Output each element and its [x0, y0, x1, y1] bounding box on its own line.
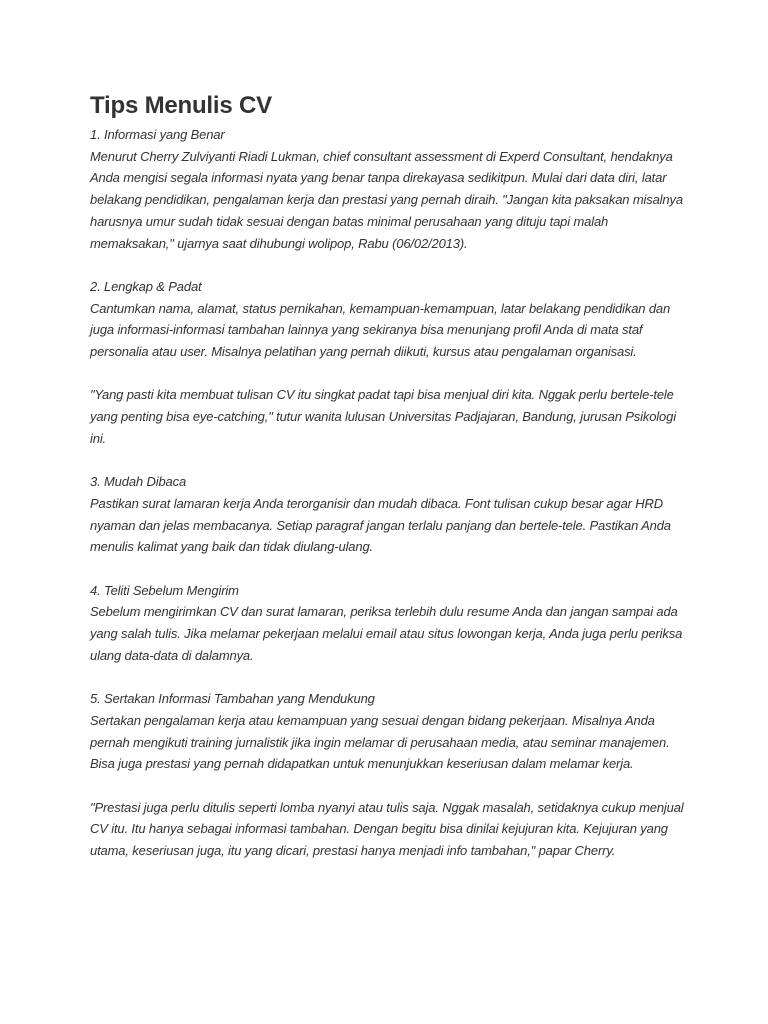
- document-title: Tips Menulis CV: [90, 92, 272, 119]
- section-paragraph: Sebelum mengirimkan CV dan surat lamaran, periksa terlebih dulu resume Anda dan jangan sampai ada yang salah tulis. Jika melamar pekerjaan melalui email atau situs lowongan kerja, Anda juga perlu periksa ulang data-data di dalamnya.: [90, 604, 683, 663]
- paragraph-spacer: [90, 667, 690, 689]
- section-informasi-yang-benar: [90, 124, 690, 254]
- paragraph-spacer: [90, 558, 690, 580]
- section-informasi-tambahan: [90, 688, 690, 862]
- section-heading: 5. Sertakan Informasi Tambahan yang Mendukung: [90, 691, 375, 707]
- section-mudah-dibaca: [90, 471, 690, 558]
- section-teliti-sebelum-mengirim: [90, 580, 690, 667]
- paragraph-spacer: [90, 450, 690, 472]
- paragraph-spacer: [90, 254, 690, 276]
- section-paragraph: Menurut Cherry Zulviyanti Riadi Lukman, chief consultant assessment di Experd Consultant, hendaknya Anda mengisi segala informasi nyata yang benar tanpa direkayasa sedikitpun. Mulai dari data diri, latar belakang pendidikan, pengalaman kerja dan prestasi yang pernah diraih. "Jangan kita paksakan misalnya harusnya umur sudah tidak sesuai dengan batas minimal perusahaan yang dituju tapi malah memaksakan," ujarnya saat dihubungi wolipop, Rabu (06/02/2013).: [90, 148, 683, 251]
- section-heading: 3. Mudah Dibaca: [90, 474, 187, 490]
- section-paragraph: Sertakan pengalaman kerja atau kemampuan yang sesuai dengan bidang pekerjaan. Misalnya Anda pernah mengikuti training jurnalistik jika ingin melamar di perusahaan media, atau seminar manajemen. Bisa juga prestasi yang pernah didapatkan untuk menunjukkan keseriusan dalam melamar kerja.: [90, 712, 670, 772]
- document-page: [90, 90, 690, 862]
- section-heading: 2. Lengkap & Padat: [90, 278, 202, 294]
- section-paragraph: Cantumkan nama, alamat, status pernikahan, kemampuan-kemampuan, latar belakang pendidikan dan juga informasi-informasi tambahan lainnya yang sekiranya bisa menunjang profil Anda di mata staf personalia atau user. Misalnya pelatihan yang pernah diikuti, kursus atau pengalaman organisasi.: [90, 300, 671, 360]
- paragraph-spacer: [90, 363, 690, 385]
- section-quote: "Yang pasti kita membuat tulisan CV itu singkat padat tapi bisa menjual diri kita. Nggak perlu bertele-tele yang penting bisa eye-catching," tutur wanita lulusan Universitas Padjajaran, Bandung, jurusan Psikologi ini.: [90, 387, 676, 446]
- section-heading: 4. Teliti Sebelum Mengirim: [90, 582, 239, 598]
- paragraph-spacer: [90, 775, 690, 797]
- section-paragraph: Pastikan surat lamaran kerja Anda terorganisir dan mudah dibaca. Font tulisan cukup besar agar HRD nyaman dan jelas membacanya. Setiap paragraf jangan terlalu panjang dan bertele-tele. Pastikan Anda menulis kalimat yang baik dan tidak diulang-ulang.: [90, 495, 671, 555]
- section-quote: "Prestasi juga perlu ditulis seperti lomba nyanyi atau tulis saja. Nggak masalah, setidaknya cukup menjual CV itu. Itu hanya sebagai informasi tambahan. Dengan begitu bisa dinilai kejujuran kita. Kejujuran yang utama, keseriusan juga, itu yang dicari, prestasi hanya menjadi info tambahan," papar Cherry.: [90, 799, 684, 859]
- section-lengkap-padat: [90, 276, 690, 450]
- section-heading: 1. Informasi yang Benar: [90, 127, 225, 142]
